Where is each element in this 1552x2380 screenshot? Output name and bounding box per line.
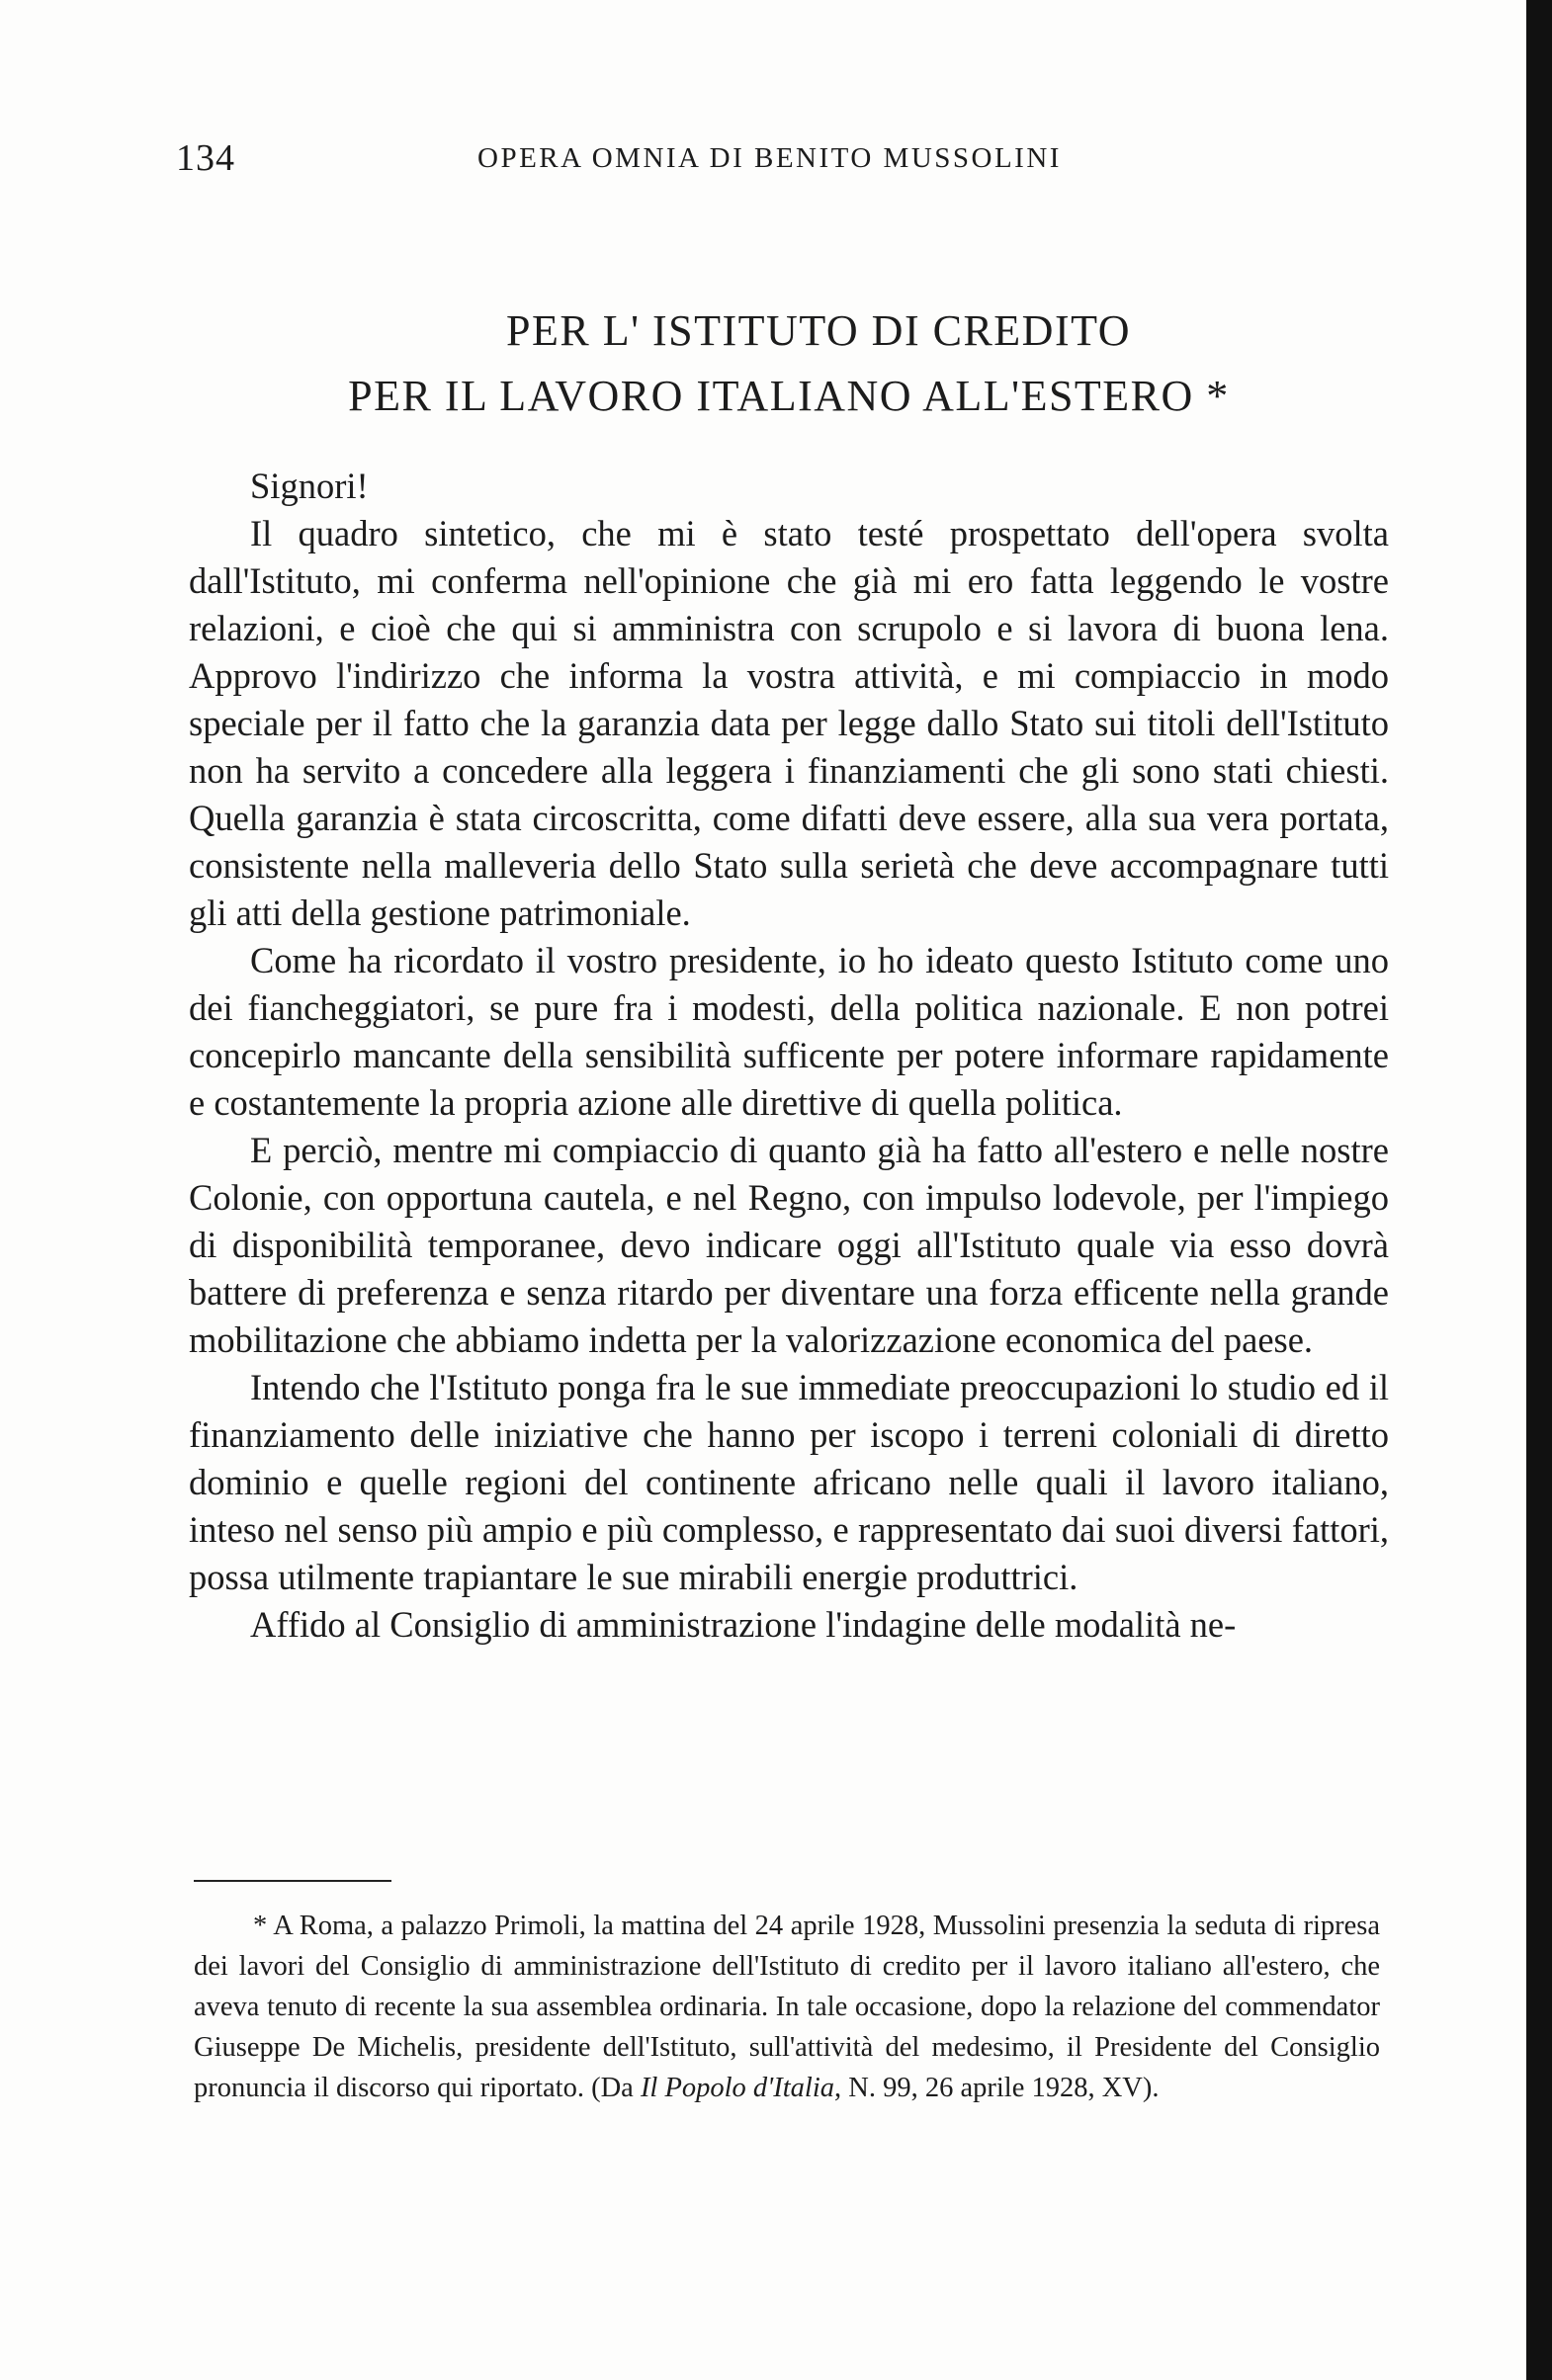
footnote-paragraph [194, 1906, 1380, 2108]
paragraph-5: Affido al Consiglio di amministrazione l'indagine delle modalità ne- [250, 1604, 1237, 1645]
page-binding-edge [1526, 0, 1552, 2380]
footnote-text-before: * A Roma, a palazzo Primoli, la mattina del 24 aprile 1928, Mussolini presenzia la seduta di ripresa dei lavori del Consiglio di amministrazione dell'Istituto di credito per il lavoro italiano all'estero, che aveva tenuto di recente la sua assemblea ordinaria. In tale occasione, dopo la relazione del commendator Giuseppe De Michelis, presidente dell'Istituto, sull'attività del medesimo, il Presidente del Consiglio pronuncia il discorso qui riportato. (Da [194, 1911, 1380, 2103]
paragraph-4: Intendo che l'Istituto ponga fra le sue immediate preoccupazioni lo studio ed il finanziamento delle iniziative che hanno per iscopo i terreni coloniali di diretto dominio e quelle regioni del continente africano nelle quali il lavoro italiano, inteso nel senso più ampio e più complesso, e rappresentato dai suoi diversi fattori, possa utilmente trapiantare le sue mirabili energie produttrici. [189, 1367, 1389, 1597]
running-head: OPERA OMNIA DI BENITO MUSSOLINI [477, 142, 1062, 174]
page-number: 134 [176, 137, 235, 179]
title-line-1: PER L' ISTITUTO DI CREDITO [506, 306, 1131, 355]
page-header [176, 136, 1402, 186]
paragraph-3: E perciò, mentre mi compiaccio di quanto già ha fatto all'estero e nelle nostre Colonie, con opportuna cautela, e nel Regno, con impulso lodevole, per l'impiego di disponibilità temporanee, devo indicare oggi all'Istituto quale via esso dovrà battere di preferenza e senza ritardo per diventare una forza efficente nella grande mobilitazione che abbiamo indetta per la valorizzazione economica del paese. [189, 1130, 1389, 1360]
salutation: Signori! [250, 466, 369, 506]
footnote-divider [194, 1880, 391, 1882]
footnote-source-title: Il Popolo d'Italia [640, 2073, 835, 2103]
paragraph-1: Il quadro sintetico, che mi è stato testé prospettato dell'opera svolta dall'Istituto, mi conferma nell'opinione che già mi ero fatta leggendo le vostre relazioni, e cioè che qui si amministra con scrupolo e si lavora di buona lena. Approvo l'indirizzo che informa la vostra attività, e mi compiaccio in modo speciale per il fatto che la garanzia data per legge dallo Stato sui titoli dell'Istituto non ha servito a concedere alla leggera i finanziamenti che gli sono stati chiesti. Quella garanzia è stata circoscritta, come difatti deve essere, alla sua vera portata, consistente nella malleveria dello Stato sulla serietà che deve accompagnare tutti gli atti della gestione patrimoniale. [189, 513, 1389, 933]
title-line-2: PER IL LAVORO ITALIANO ALL'ESTERO * [348, 372, 1230, 420]
footnote-text-after: , N. 99, 26 aprile 1928, XV). [834, 2073, 1160, 2103]
footnote [194, 1906, 1380, 2108]
speech-text [189, 463, 1389, 1649]
section-title [176, 298, 1402, 429]
paragraph-2: Come ha ricordato il vostro presidente, io ho ideato questo Istituto come uno dei fiancheggiatori, se pure fra i modesti, della politica nazionale. E non potrei concepirlo mancante della sensibilità sufficente per potere informare rapidamente e costantemente la propria azione alle direttive di quella politica. [189, 940, 1389, 1123]
